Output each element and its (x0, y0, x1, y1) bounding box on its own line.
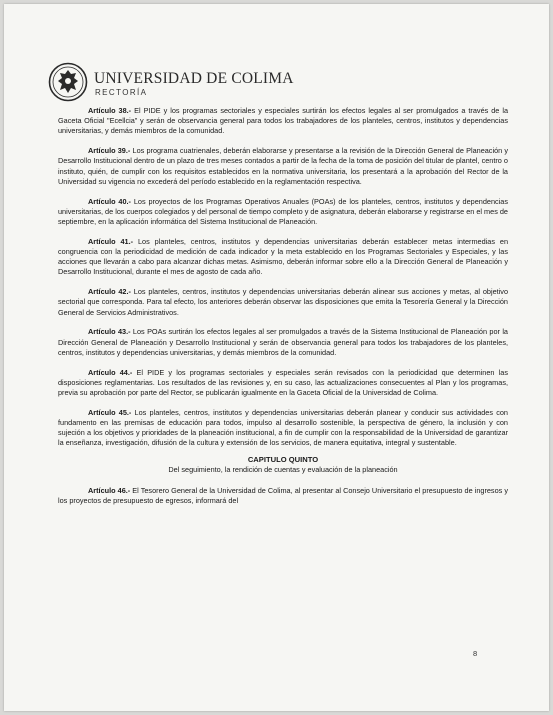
article-46 (58, 486, 508, 506)
article-39 (58, 146, 508, 187)
article-38 (58, 106, 508, 137)
article-label: Artículo 44.- (88, 367, 133, 377)
document-body (58, 106, 508, 516)
article-41 (58, 237, 508, 278)
article-label: Artículo 45.- (88, 407, 132, 417)
article-text: Los POAs surtirán los efectos legales al ser promulgados a través de la Sistema Institucional de Planeación por la Dirección General de Planeación y Desarrollo Institucional y serán de observancia general para todos los trabajadores de los planteles, centros, institutos y dependencias universitarias, y demás miembros de la comunidad. (58, 327, 508, 357)
article-label: Artículo 41.- (88, 236, 134, 246)
article-45 (58, 408, 508, 449)
article-text: Los planteles, centros, institutos y dependencias universitarias deberán alinear sus acciones y metas, al objetivo sectorial que corresponda. Para tal efecto, los anteriores deberán observar las disposiciones que emita la Tesorería General y la Dirección General de Servicios Administrativos. (58, 287, 509, 317)
article-43 (58, 327, 508, 358)
article-label: Artículo 40.- (88, 196, 131, 206)
article-text: Los planteles, centros, institutos y dependencias universitarias deberán planear y conducir sus actividades con fundamento en las premisas de educación para todos, impulso al desarrollo sostenible, la perspectiva de género, la inclusión y con sujeción a los objetivos y prioridades de la planeación institucional, a fin de cumplir con la responsabilidad de la Universidad de garantizar la enseñanza, investigación, difusión de la cultura y extensión de los servicios, de manera equitativa, integral y sustentable. (58, 407, 508, 448)
article-label: Artículo 46.- (88, 486, 131, 496)
chapter-subtitle: Del seguimiento, la rendición de cuentas y evaluación de la planeación (168, 465, 398, 475)
article-label: Artículo 42.- (88, 287, 131, 297)
article-42 (58, 287, 508, 318)
chapter-title: CAPITULO QUINTO (247, 455, 319, 465)
office-name: RECTORÍA (95, 88, 148, 97)
article-label: Artículo 39.- (88, 146, 131, 156)
article-label: Artículo 43.- (88, 327, 131, 337)
article-text: Los programa cuatrienales, deberán elaborarse y presentarse a la revisión de la Dirección General de Planeación y Desarrollo Institucional dentro de un plazo de tres meses contados a partir de la fecha de la toma de posición del titular de plantel, centro o instituto, quién, de cumplir con los requisitos establecidos en la normativa universitaria, los presentará a la aprobación del Rector de la Universidad su vigencia no excederá del período establecido en la reglamentación respectiva. (58, 146, 509, 186)
document-page (4, 4, 549, 711)
article-text: El PIDE y los programas sectoriales y especiales surtirán los efectos legales al ser promulgados a través de la Gaceta Oficial "Ecellcia" y serán de observancia general para todos los trabajadores de los planteles, centros, institutos y dependencias universitarias, y demás miembros de la comunidad. (58, 106, 509, 136)
article-text: Los proyectos de los Programas Operativos Anuales (POAs) de los planteles, centros, institutos y dependencias universitarias, de los cuerpos colegiados y del personal de tiempo completo y de asignatura, deberán elaborarse y registrarse en el mes de septiembre, en la aplicación informática del Sistema Institucional de Planeación. (58, 196, 509, 227)
university-name: UNIVERSIDAD DE COLIMA (94, 70, 294, 87)
article-text: El Tesorero General de la Universidad de Colima, al presentar al Consejo Universitario el presupuesto de ingresos y los proyectos de presupuesto de egresos, informará del (58, 486, 509, 506)
article-44 (58, 368, 508, 399)
university-seal-icon (48, 62, 88, 102)
article-text: Los planteles, centros, institutos y dependencias universitarias deberán establecer metas intermedias en congruencia con la periodicidad de medición de cada indicador y la meta establecido en los Programas Sectoriales y Especiales, y las acciones que llevarán a cabo para alcanzar dichas metas. Asimismo, deberán informar sobre ello a la Dirección General de Planeación y Desarrollo Institucional, durante el mes de agosto de cada año. (58, 236, 509, 277)
article-label: Artículo 38.- (88, 106, 132, 115)
page-number: 8 (473, 649, 478, 658)
article-40 (58, 197, 508, 228)
article-text: El PIDE y los programas sectoriales y especiales serán revisados con la periodicidad que determinen las disposiciones reglamentarias. Los resultados de las revisiones y, en su caso, las actualizaciones consecuentes al Plan y los programas, previa su aprobación por parte del Rector, se publicarán igualmente en la Gaceta Oficial de la Universidad de Colima. (58, 367, 508, 398)
